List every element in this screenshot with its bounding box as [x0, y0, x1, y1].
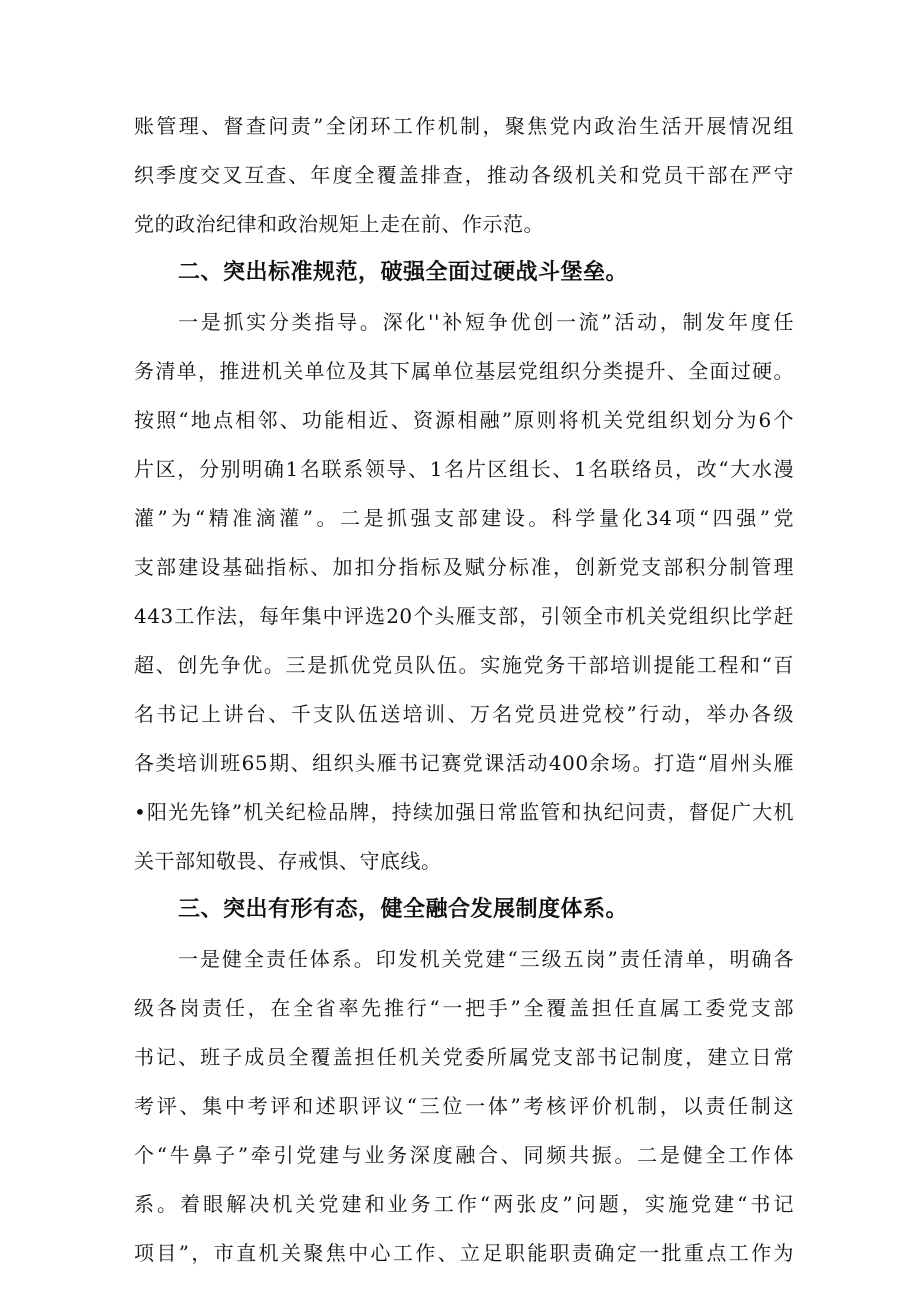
paragraph-3-line-5: 个“牛鼻子”牵引党建与业务深度融合、同频共振。二是健全工作体 [134, 1143, 794, 1167]
paragraph-3-line-4: 考评、集中考评和述职评议“三位一体”考核评价机制，以责任制这 [134, 1094, 794, 1118]
section-heading-3: 三、突出有形有态，健全融合发展制度体系。 [178, 897, 629, 922]
paragraph-2-line-6: 支部建设基础指标、加扣分指标及赋分标准，创新党支部积分制管理 [134, 555, 794, 579]
paragraph-1-line-1: 账管理、督查问责”全闭环工作机制，聚焦党内政治生活开展情况组 [134, 114, 794, 138]
paragraph-1-line-2: 织季度交叉互查、年度全覆盖排查，推动各级机关和党员干部在严守 [134, 163, 794, 187]
paragraph-3-line-3: 书记、班子成员全覆盖担任机关党委所属党支部书记制度，建立日常 [134, 1045, 794, 1069]
paragraph-3-line-7: 项目”，市直机关聚焦中心工作、立足职能职责确定一批重点工作为 [134, 1241, 794, 1265]
paragraph-2-line-7: 443工作法，每年集中评选20个头雁支部，引领全市机关党组织比学赶 [134, 604, 794, 628]
paragraph-2-line-3: 按照“地点相邻、功能相近、资源相融”原则将机关党组织划分为6个 [134, 408, 794, 432]
paragraph-2-line-4: 片区，分别明确1名联系领导、1名片区组长、1名联络员，改“大水漫 [134, 457, 794, 481]
paragraph-3-line-6: 系。着眼解决机关党建和业务工作“两张皮”问题，实施党建“书记 [134, 1192, 794, 1216]
paragraph-2-line-8: 超、创先争优。三是抓优党员队伍。实施党务干部培训提能工程和“百 [134, 653, 794, 677]
paragraph-2-line-2: 务清单，推进机关单位及其下属单位基层党组织分类提升、全面过硬。 [134, 359, 794, 383]
paragraph-2-line-1: 一是抓实分类指导。深化''补短争优创一流”活动，制发年度任 [178, 310, 794, 334]
section-heading-2: 二、突出标准规范，破强全面过硬战斗堡垒。 [178, 260, 629, 285]
paragraph-2-line-10: 各类培训班65期、组织头雁书记赛党课活动400余场。打造“眉州头雁 [134, 751, 794, 775]
paragraph-2-line-12: 关干部知敬畏、存戒惧、守底线。 [134, 849, 442, 873]
paragraph-2-line-11: •阳光先锋”机关纪检品牌，持续加强日常监管和执纪问责，督促广大机 [134, 800, 794, 824]
paragraph-2-line-5: 灌”为“精准滴灌”。二是抓强支部建设。科学量化34项“四强”党 [134, 506, 794, 530]
paragraph-3-line-1: 一是健全责任体系。印发机关党建“三级五岗”责任清单，明确各 [178, 947, 794, 971]
paragraph-2-line-9: 名书记上讲台、千支队伍送培训、万名党员进党校”行动，举办各级 [134, 702, 794, 726]
paragraph-3-line-2: 级各岗责任，在全省率先推行“一把手”全覆盖担任直属工委党支部 [134, 996, 794, 1020]
paragraph-1-line-3: 党的政治纪律和政治规矩上走在前、作示范。 [134, 212, 544, 236]
